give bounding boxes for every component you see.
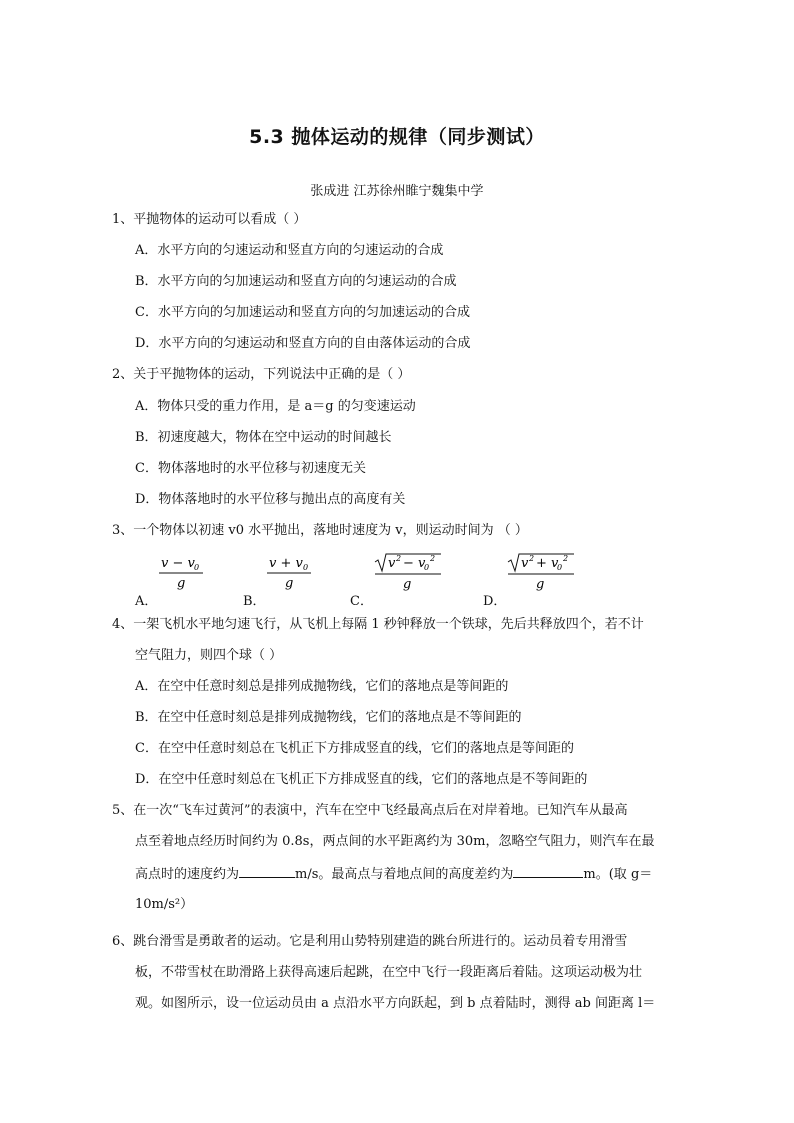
author-line: 张成进 江苏徐州睢宁魏集中学 — [310, 184, 484, 199]
answer-blank-velocity[interactable] — [239, 865, 295, 878]
question-2-stem: 2、关于平抛物体的运动，下列说法中正确的是（ ） — [112, 367, 411, 382]
fraction-b-denominator: g — [285, 576, 294, 591]
question-3-label-c: C． — [350, 594, 373, 609]
question-3-fraction-a — [157, 552, 207, 596]
question-4-stem-line-2: 空气阻力，则四个球（ ） — [135, 648, 283, 663]
question-6-line-1: 6、跳台滑雪是勇敢者的运动。它是利用山势特别建造的跳台所进行的。运动员着专用滑雪 — [112, 934, 628, 949]
question-2-option-b: B．初速度越大，物体在空中运动的时间越长 — [135, 430, 392, 445]
svg-text:2: 2 — [563, 554, 569, 563]
question-3-fraction-d — [506, 552, 578, 596]
question-4-option-b: B．在空中任意时刻总是排列成抛物线，它们的落地点是不等间距的 — [135, 710, 522, 725]
question-3-label-a: A． — [135, 594, 158, 609]
question-1-option-b: B．水平方向的匀加速运动和竖直方向的匀速运动的合成 — [135, 274, 457, 289]
fraction-b-numerator: v + v — [269, 556, 303, 571]
svg-text:+ v: + v — [536, 556, 559, 571]
svg-text:0: 0 — [424, 563, 430, 572]
svg-text:− v: − v — [403, 556, 426, 571]
question-5-line-3-part-c: m。(取 g＝ — [583, 867, 653, 882]
svg-text:2: 2 — [396, 554, 402, 563]
page-title: 5.3 抛体运动的规律（同步测试） — [249, 126, 545, 148]
fraction-a-denominator: g — [177, 576, 186, 591]
question-2-option-d: D．物体落地时的水平位移与抛出点的高度有关 — [135, 492, 406, 507]
question-2-option-c: C．物体落地时的水平位移与初速度无关 — [135, 461, 366, 476]
answer-blank-height[interactable] — [513, 865, 583, 878]
question-3-fraction-b — [265, 552, 315, 596]
question-1-option-a: A．水平方向的匀速运动和竖直方向的匀速运动的合成 — [135, 243, 444, 258]
question-3-fraction-c — [373, 552, 445, 596]
svg-text:2: 2 — [430, 554, 436, 563]
question-6-line-3: 观。如图所示，设一位运动员由 a 点沿水平方向跃起，到 b 点着陆时，测得 ab 间距离 l＝ — [135, 996, 656, 1011]
fraction-d-denominator: g — [536, 577, 545, 592]
svg-text:0: 0 — [557, 563, 563, 572]
fraction-c-denominator: g — [403, 577, 412, 592]
question-4-option-a: A．在空中任意时刻总是排列成抛物线，它们的落地点是等间距的 — [135, 679, 509, 694]
question-1-option-d: D．水平方向的匀速运动和竖直方向的自由落体运动的合成 — [135, 336, 471, 351]
question-3-label-b: B． — [243, 594, 266, 609]
question-1-option-c: C．水平方向的匀加速运动和竖直方向的匀加速运动的合成 — [135, 305, 470, 320]
question-3-stem: 3、一个物体以初速 v0 水平抛出，落地时速度为 v，则运动时间为 （ ） — [112, 523, 528, 538]
question-1-stem: 1、平抛物体的运动可以看成（ ） — [112, 212, 307, 227]
fraction-c-numerator: v — [388, 556, 396, 571]
question-4-option-d: D．在空中任意时刻总在飞机正下方排成竖直的线，它们的落地点是不等间距的 — [135, 772, 588, 787]
question-5-line-3 — [135, 865, 652, 883]
svg-text:0: 0 — [303, 563, 309, 572]
question-5-line-3-part-b: m/s。最高点与着地点间的高度差约为 — [295, 867, 514, 882]
fraction-a-numerator: v − v — [161, 556, 195, 571]
svg-text:0: 0 — [194, 563, 200, 572]
question-4-stem-line-1: 4、一架飞机水平地匀速飞行，从飞机上每隔 1 秒钟释放一个铁球，先后共释放四个，若不计 — [112, 617, 644, 632]
question-5-line-4: 10m/s²） — [135, 897, 194, 912]
question-3-label-d: D． — [483, 594, 507, 609]
question-5-line-1: 5、在一次“飞车过黄河”的表演中，汽车在空中飞经最高点后在对岸着地。已知汽车从最高 — [112, 803, 628, 818]
question-6-line-2: 板，不带雪杖在助滑路上获得高速后起跳，在空中飞行一段距离后着陆。这项运动极为壮 — [135, 965, 643, 980]
question-5-line-2: 点至着地点经历时间约为 0.8s，两点间的水平距离约为 30m，忽略空气阻力，则汽车在最 — [135, 834, 655, 849]
question-5-line-3-part-a: 高点时的速度约为 — [135, 867, 240, 882]
fraction-d-numerator: v — [521, 556, 529, 571]
question-2-option-a: A．物体只受的重力作用，是 a＝g 的匀变速运动 — [135, 399, 416, 414]
svg-text:2: 2 — [529, 554, 535, 563]
question-4-option-c: C．在空中任意时刻总在飞机正下方排成竖直的线，它们的落地点是等间距的 — [135, 741, 574, 756]
